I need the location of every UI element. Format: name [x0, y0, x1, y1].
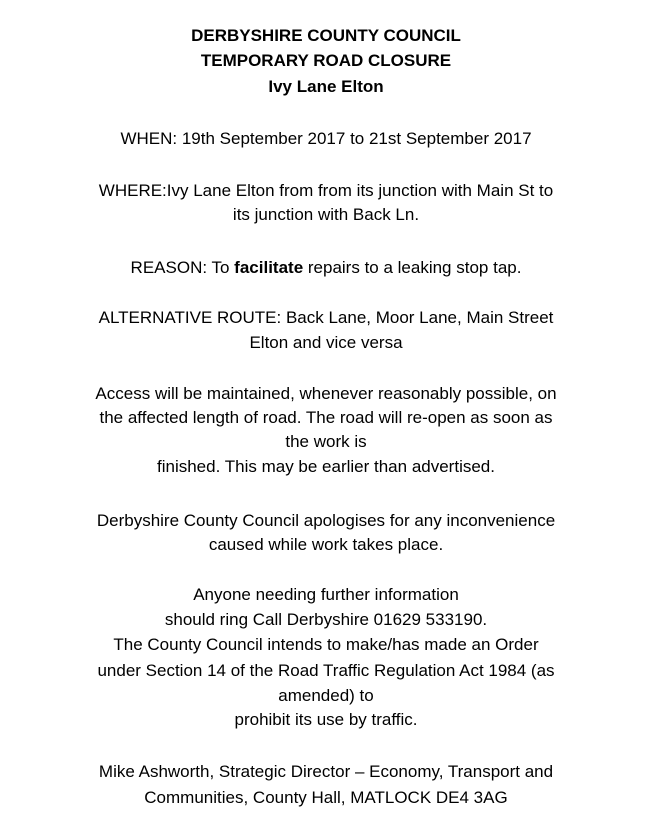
closure-reason — [0, 258, 652, 278]
closure-extent-line-1: WHERE:Ivy Lane Elton from from its junction with Main St to — [98, 181, 554, 200]
info-line-4: under Section 14 of the Road Traffic Regulation Act 1984 (as — [97, 661, 555, 680]
access-line-1: Access will be maintained, whenever reasonably possible, on — [95, 384, 557, 403]
info-line-5: amended) to — [278, 686, 374, 705]
reason-prefix: REASON: To — [130, 258, 235, 277]
alternative-route-line-1: ALTERNATIVE ROUTE: Back Lane, Moor Lane, Main Street — [98, 308, 554, 327]
info-line-2: should ring Call Derbyshire 01629 533190. — [164, 610, 488, 629]
access-line-3: the work is — [285, 432, 367, 451]
signature-line-1: Mike Ashworth, Strategic Director – Economy, Transport and — [98, 762, 554, 781]
closure-dates: WHEN: 19th September 2017 to 21st September 2017 — [120, 129, 532, 148]
notice-type: TEMPORARY ROAD CLOSURE — [200, 51, 452, 70]
access-line-4: finished. This may be earlier than advertised. — [157, 457, 495, 476]
notice-organisation: DERBYSHIRE COUNTY COUNCIL — [191, 26, 461, 45]
apology-line-1: Derbyshire County Council apologises for any inconvenience — [96, 511, 556, 530]
notice-location: Ivy Lane Elton — [268, 77, 384, 96]
reason-suffix: repairs to a leaking stop tap. — [303, 258, 522, 277]
closure-extent-line-2: its junction with Back Ln. — [232, 205, 420, 224]
signature-line-2: Communities, County Hall, MATLOCK DE4 3AG — [144, 788, 508, 807]
reason-emphasis: facilitate — [234, 258, 304, 277]
apology-line-2: caused while work takes place. — [208, 535, 444, 554]
info-line-6: prohibit its use by traffic. — [234, 710, 418, 729]
info-line-1: Anyone needing further information — [193, 585, 459, 604]
alternative-route-line-2: Elton and vice versa — [249, 333, 403, 352]
info-line-3: The County Council intends to make/has made an Order — [113, 635, 539, 654]
access-line-2: the affected length of road. The road will re-open as soon as — [99, 408, 553, 427]
